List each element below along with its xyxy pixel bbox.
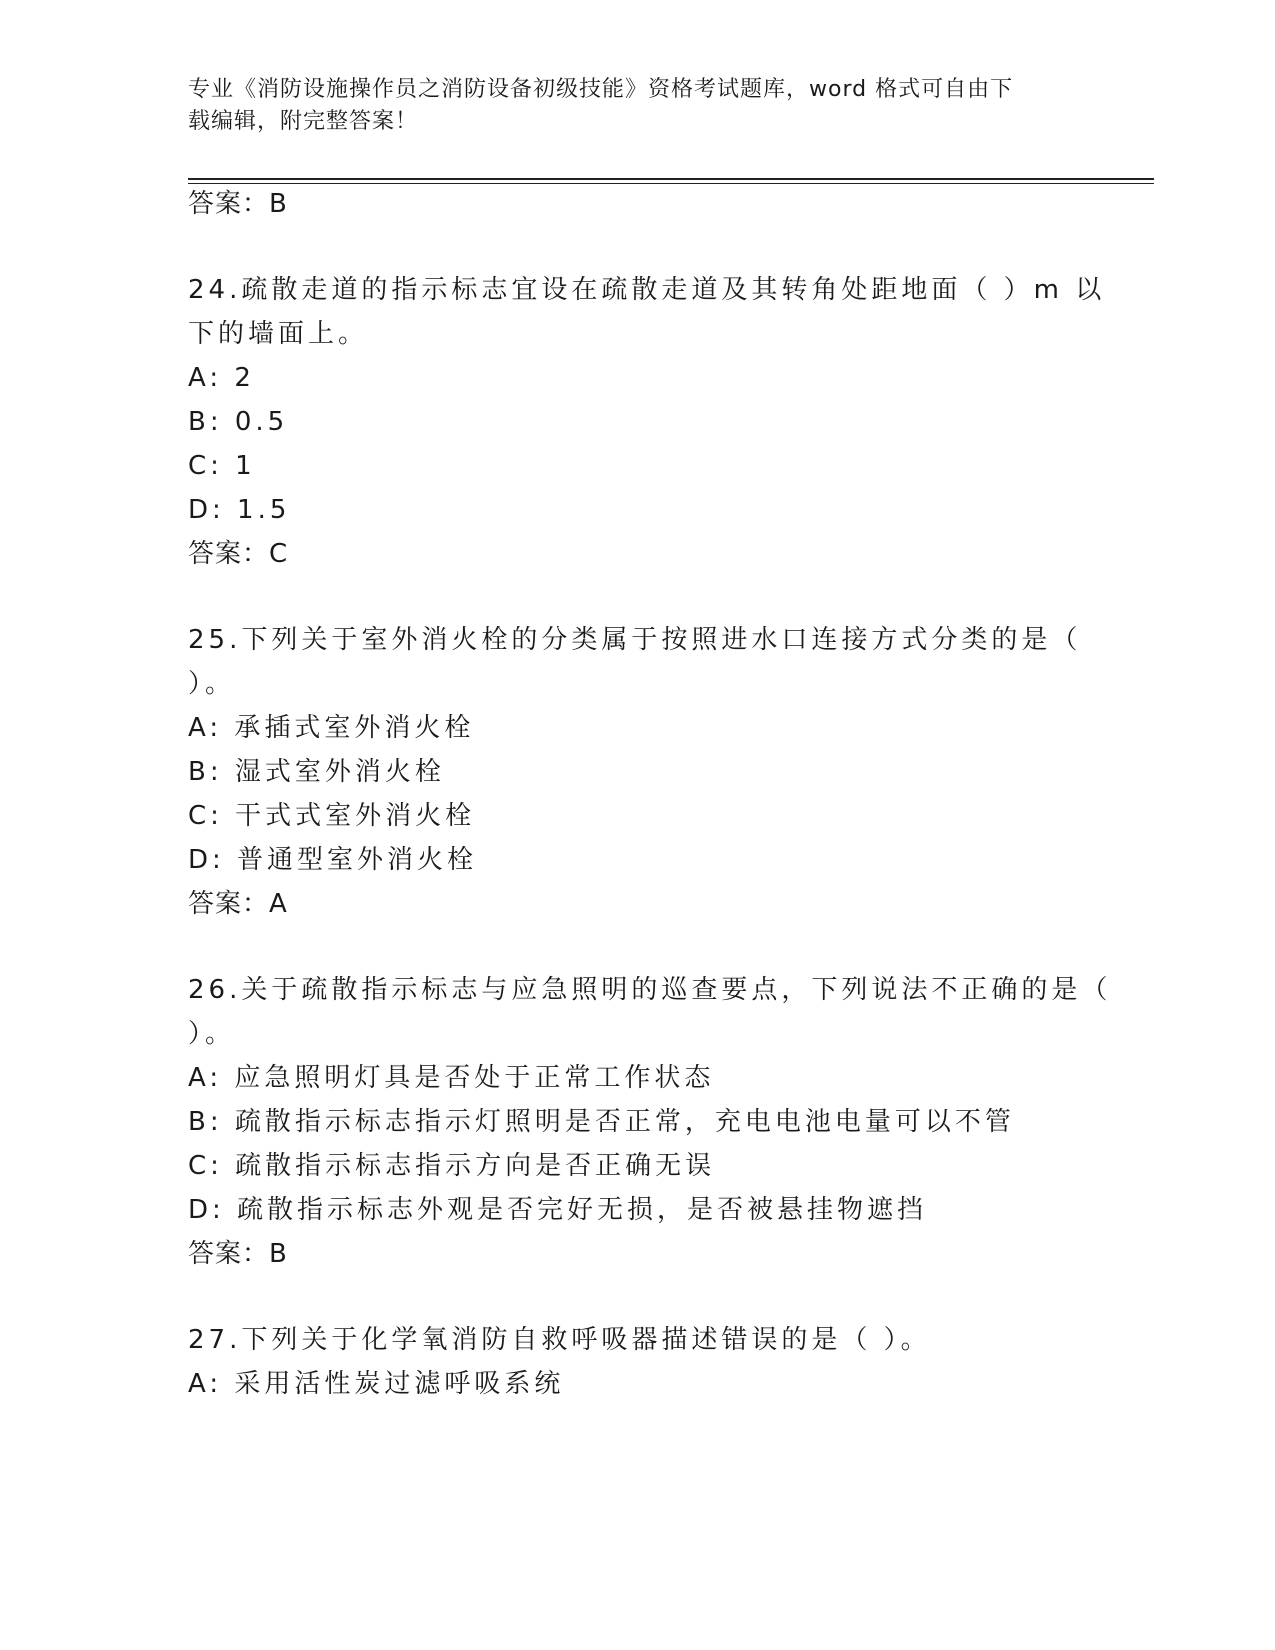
question-25-stem-line-1: 25.下列关于室外消火栓的分类属于按照进水口连接方式分类的是（	[188, 625, 1082, 655]
document-header	[188, 74, 1088, 138]
header-divider-thick	[188, 178, 1154, 180]
question-25-option-d: D: 普通型室外消火栓	[188, 845, 478, 875]
question-26-option-b: B: 疏散指示标志指示灯照明是否正常，充电电池电量可以不管	[188, 1107, 1015, 1137]
question-25-option-c: C: 干式式室外消火栓	[188, 801, 476, 831]
header-line-2: 载编辑，附完整答案！	[188, 109, 419, 134]
answer-q26: 答案：B	[188, 1239, 288, 1269]
question-27-option-a: A: 采用活性炭过滤呼吸系统	[188, 1369, 565, 1399]
header-divider-thin	[188, 183, 1154, 184]
question-24-stem-line-1: 24.疏散走道的指示标志宜设在疏散走道及其转角处距地面（ ）m 以	[188, 275, 1106, 305]
question-24-option-d: D: 1.5	[188, 495, 291, 525]
question-27-stem: 27.下列关于化学氧消防自救呼吸器描述错误的是（ ）。	[188, 1325, 931, 1355]
question-25-option-a: A: 承插式室外消火栓	[188, 713, 475, 743]
answer-q24: 答案：C	[188, 539, 289, 569]
answer-q25: 答案：A	[188, 889, 288, 919]
question-25-option-b: B: 湿式室外消火栓	[188, 757, 445, 787]
header-line-1: 专业《消防设施操作员之消防设备初级技能》资格考试题库，word 格式可自由下	[188, 77, 1014, 102]
answer-q23: 答案：B	[188, 189, 288, 219]
question-26-option-c: C: 疏散指示标志指示方向是否正确无误	[188, 1151, 716, 1181]
question-24-option-b: B: 0.5	[188, 407, 289, 437]
question-26-stem-line-2: ）。	[188, 1019, 236, 1049]
question-24-stem-line-2: 下的墙面上。	[188, 319, 369, 349]
question-24-option-c: C: 1	[188, 451, 256, 481]
question-25-stem-line-2: ）。	[188, 669, 236, 699]
question-26-stem-line-1: 26.关于疏散指示标志与应急照明的巡查要点，下列说法不正确的是（	[188, 975, 1112, 1005]
question-26-option-a: A: 应急照明灯具是否处于正常工作状态	[188, 1063, 715, 1093]
question-24-option-a: A: 2	[188, 363, 255, 393]
question-26-option-d: D: 疏散指示标志外观是否完好无损，是否被悬挂物遮挡	[188, 1195, 928, 1225]
